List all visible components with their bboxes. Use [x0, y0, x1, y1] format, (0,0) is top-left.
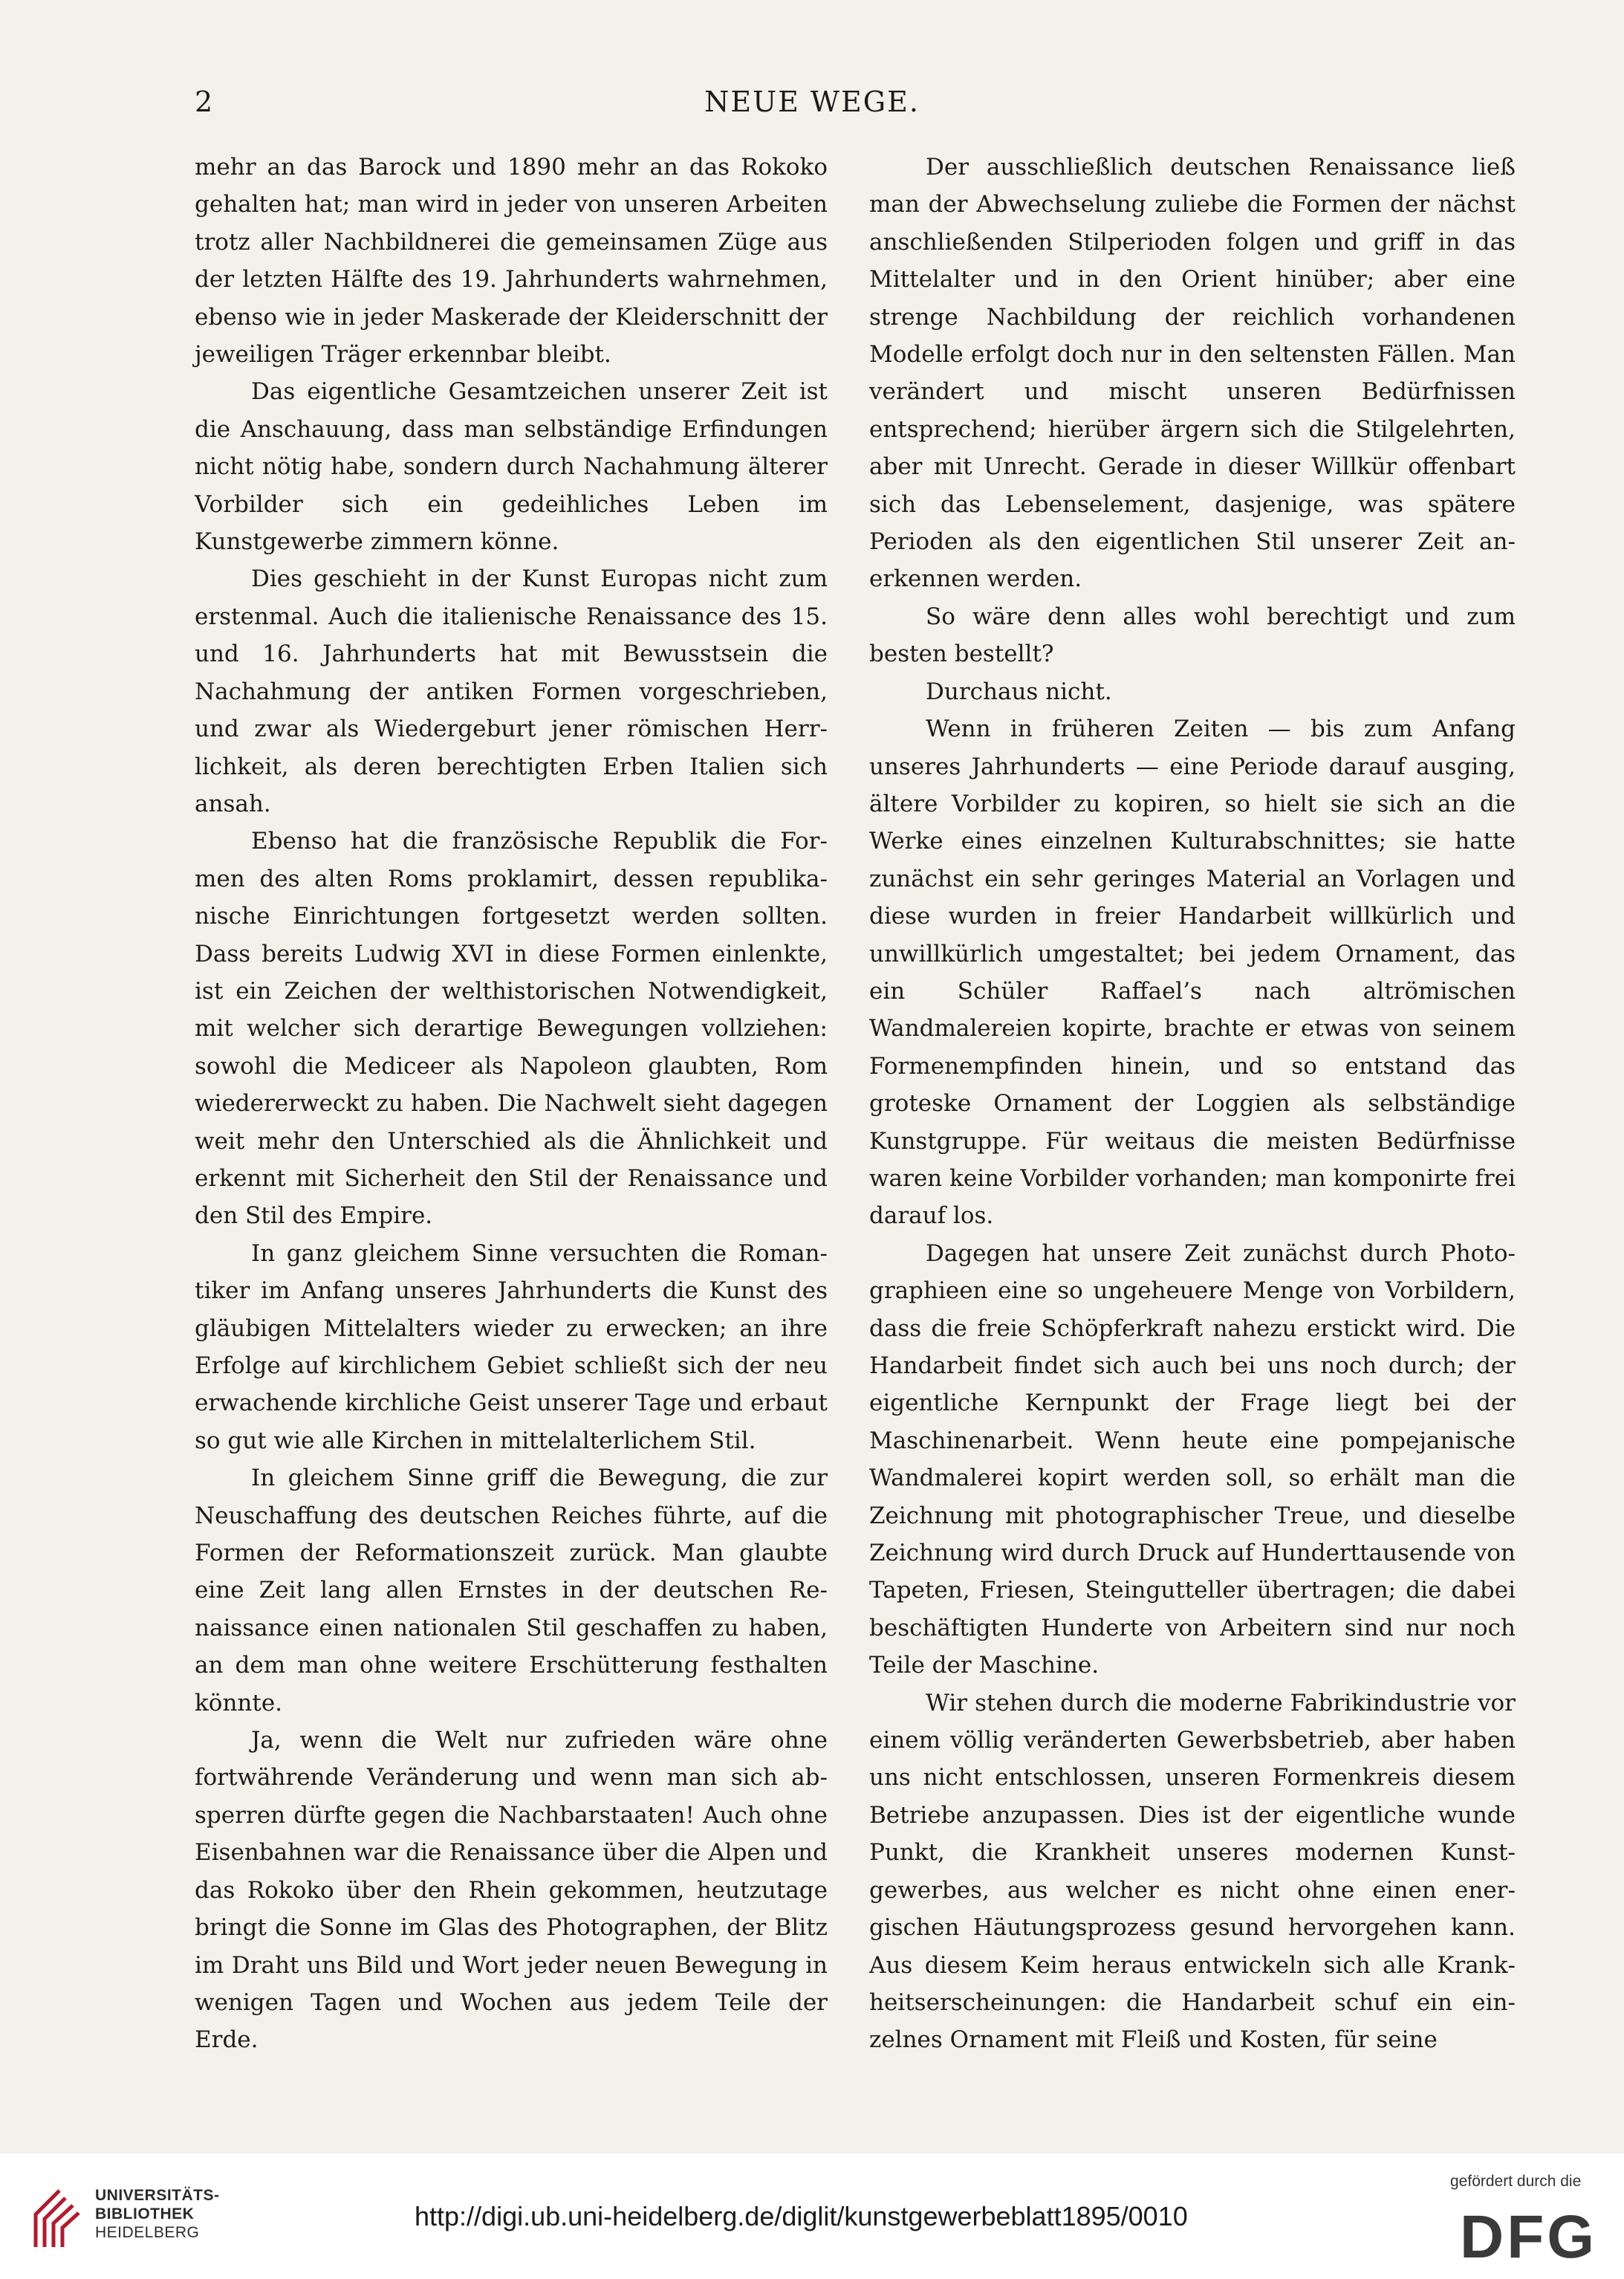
page-number: 2	[195, 85, 213, 118]
paragraph: Der ausschließlich deutschen Renaissance ließ man der Abwechselung zuliebe die Formen der nächst anschließenden Stilperioden folgen und griff in das Mittelalter und in den Orient hinüber; aber eine strenge Nachbildung der reichlich vorhandenen Modelle erfolgt doch nur in den seltensten Fällen. Man verändert und mischt unseren Bedürfnissen entsprechend; hierüber ärgern sich die Stilgelehrten, aber mit Unrecht. Gerade in dieser Willkür offenbart sich das Lebenselement, dasjenige, was spätere Perioden als den eigentlichen Stil unserer Zeit anerkennen werden.	[869, 154, 1516, 593]
paragraph: So wäre denn alles wohl berechtigt und zum besten bestellt?	[869, 603, 1516, 668]
paragraph: Wenn in früheren Zeiten — bis zum Anfang unseres Jahrhunderts — eine Periode darauf ausging, ältere Vorbilder zu kopiren, so hielt sie sich an die Werke eines einzelnen Kulturabschnittes; sie hatte zunächst ein sehr geringes Material an Vorlagen und diese wurden in freier Handarbeit willkürlich und unwillkürlich umgestaltet; bei jedem Ornament, das ein Schüler Raffael’s nach altrömischen Wandmalereien kopirte, brachte er etwas von seinem Formenempfinden hinein, und so entstand das groteske Ornament der Loggien als selbständige Kunstgruppe. Für weitaus die meisten Bedürfnisse waren keine Vorbilder vorhanden; man komponirte frei darauf los.	[869, 716, 1516, 1230]
paragraph: Durchaus nicht.	[926, 678, 1112, 705]
dfg-logo[interactable]: DFG	[1460, 2203, 1598, 2271]
library-name-line: UNIVERSITÄTS-	[95, 2187, 220, 2204]
paragraph: In ganz gleichem Sinne versuchten die Romantiker im Anfang unseres Jahrhunderts die Kunst des gläubigen Mittelalters wieder zu erwecken; an ihre Erfolge auf kirchlichem Gebiet schließt sich der neu erwachende kirchliche Geist unserer Tage und erbaut so gut wie alle Kirchen in mittelalterlichem Stil.	[195, 1239, 828, 1454]
university-library-logo-icon[interactable]	[30, 2185, 83, 2253]
paragraph: mehr an das Barock und 1890 mehr an das Rokoko gehalten hat; man wird in jeder von unseren Arbeiten trotz aller Nachbildnerei die gemeinsamen Züge aus der letzten Hälfte des 19. Jahrhunderts wahrnehmen, ebenso wie in jeder Maskerade der Kleiderschnitt der jeweiligen Träger erkennbar bleibt.	[195, 154, 828, 369]
university-library-name	[95, 2186, 220, 2242]
paragraph: Dagegen hat unsere Zeit zunächst durch Photographieen eine so ungeheuere Menge von Vorbildern, dass die freie Schöpferkraft nahezu erstickt wird. Die Handarbeit findet sich auch bei uns noch durch; der eigentliche Kernpunkt der Frage liegt bei der Maschinenarbeit. Wenn heute eine pompejanische Wandmalerei kopirt werden soll, so erhält man die Zeichnung mit photographischer Treue, und dieselbe Zeichnung wird durch Druck auf Hunderttausende von Tapeten, Friesen, Steingutteller übertragen; die dabei beschäftigten Hunderte von Arbeitern sind nur noch Teile der Maschine.	[869, 1239, 1516, 1679]
footer-bar	[0, 2153, 1624, 2279]
library-name-line: HEIDELBERG	[95, 2224, 200, 2241]
paragraph: Das eigentliche Gesamtzeichen unserer Zeit ist die Anschauung, dass man selbständige Erfindungen nicht nötig habe, sondern durch Nachahmung älterer Vorbilder sich ein gedeihliches Leben im Kunstgewerbe zimmern könne.	[195, 378, 828, 556]
paragraph: Ebenso hat die französische Republik die Formen des alten Roms proklamirt, dessen republikanische Einrichtungen fortgesetzt werden sollten. Dass bereits Ludwig XVI in diese Formen einlenkte, ist ein Zeichen der welthistorischen Notwendigkeit, mit welcher sich derartige Bewegungen vollziehen: sowohl die Mediceer als Napoleon glaubten, Rom wiedererweckt zu haben. Die Nachwelt sieht dagegen weit mehr den Unterschied als die Ähnlichkeit und erkennt mit Sicherheit den Stil der Renaissance und den Stil des Empire.	[195, 828, 828, 1230]
permalink-url[interactable]: http://digi.ub.uni-heidelberg.de/diglit/kunstgewerbeblatt1895/0010	[415, 2201, 1188, 2231]
paragraph: Ja, wenn die Welt nur zufrieden wäre ohne fortwährende Veränderung und wenn man sich absperren dürfte gegen die Nachbarstaaten! Auch ohne Eisenbahnen war die Renaissance über die Alpen und das Rokoko über den Rhein gekommen, heutzutage bringt die Sonne im Glas des Photographen, der Blitz im Draht uns Bild und Wort jeder neuen Bewegung in wenigen Tagen und Wochen aus jedem Teile der Erde.	[195, 1727, 828, 2054]
paragraph: Wir stehen durch die moderne Fabrikindustrie vor einem völlig veränderten Gewerbsbetrieb, aber haben uns nicht entschlossen, unseren Formenkreis diesem Betriebe anzupassen. Dies ist der eigentliche wunde Punkt, die Krankheit unseres modernen Kunstgewerbes, aus welcher es nicht ohne einen energischen Häutungsprozess gesund hervorgehen kann. Aus diesem Keim heraus entwickeln sich alle Krankheitserscheinungen: die Handarbeit schuf ein einzelnes Ornament mit Fleiß und Kosten, für seine	[869, 1689, 1516, 2054]
right-column	[869, 149, 1516, 2059]
left-column	[195, 149, 828, 2059]
paragraph: In gleichem Sinne griff die Bewegung, die zur Neuschaffung des deutschen Reiches führte, auf die Formen der Reformationszeit zurück. Man glaubte eine Zeit lang allen Ernstes in der deutschen Renaissance einen nationalen Stil geschaffen zu haben, an dem man ohne weitere Erschütterung festhalten könnte.	[195, 1465, 828, 1716]
running-head: NEUE WEGE.	[704, 85, 920, 118]
paragraph: Dies geschieht in der Kunst Europas nicht zum erstenmal. Auch die italienische Renaissance des 15. und 16. Jahrhunderts hat mit Bewusstsein die Nachahmung der antiken Formen vorgeschrieben, und zwar als Wiedergeburt jener römischen Herrlichkeit, als deren berechtigten Erben Italien sich ansah.	[195, 565, 828, 817]
sponsor-label: gefördert durch die	[1450, 2173, 1582, 2190]
library-name-line: BIBLIOTHEK	[95, 2205, 195, 2223]
